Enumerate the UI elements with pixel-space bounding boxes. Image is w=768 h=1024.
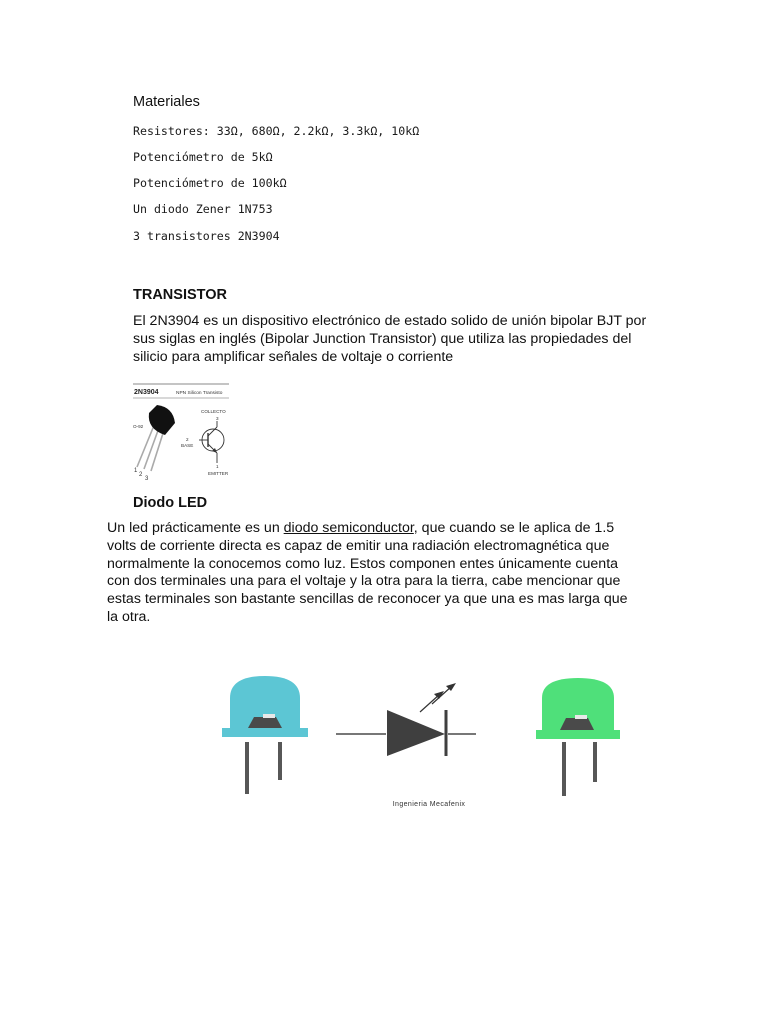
transistor-type-label: NPN Silicon Transisto [176, 391, 223, 396]
led-figure [168, 648, 688, 813]
to92-package-label: O-92 [133, 424, 144, 429]
led-line-1-before: Un led prácticamente es un [107, 520, 284, 536]
led-line-5: estas terminales son bastante sencillas de reconocer ya que una es mas larga que [107, 591, 628, 608]
materials-item-resistors: Resistores: 33Ω, 680Ω, 2.2kΩ, 3.3kΩ, 10kΩ [133, 124, 420, 138]
materials-title: Materiales [133, 94, 200, 110]
led-line-1-after: , que cuando se le aplica de 1.5 [413, 520, 615, 536]
leg-label-2: 2 [139, 472, 143, 478]
led-line-6: la otra. [107, 608, 151, 625]
led-paragraph [107, 520, 667, 627]
leg-label-1: 1 [134, 468, 138, 474]
collector-pin: 3 [216, 416, 219, 421]
materials-item-zener: Un diodo Zener 1N753 [133, 202, 273, 216]
transistor-heading: TRANSISTOR [133, 287, 227, 303]
led-figure-caption: Ingenieria Mecafenix [392, 801, 466, 808]
transistor-line-3: silicio para amplificar señales de voltaje o corriente [133, 349, 454, 365]
transistor-part-label: 2N3904 [134, 389, 159, 396]
to92-package-icon [137, 405, 175, 471]
transistor-line-1: El 2N3904 es un dispositivo electrónico de estado solido de unión bipolar BJT por [133, 313, 647, 329]
materials-item-pot-5k: Potenciómetro de 5kΩ [133, 150, 273, 164]
led-line-2: volts de corriente directa es capaz de emitir una radiación electromagnética que [107, 537, 610, 554]
materials-item-transistors: 3 transistores 2N3904 [133, 229, 280, 243]
led-heading: Diodo LED [133, 495, 208, 511]
led-line-4: con dos terminales una para el voltaje y la otra para la tierra, cabe mencionar que [107, 573, 621, 590]
diodo-semiconductor-link[interactable]: diodo semiconductor [283, 520, 414, 536]
materials-item-pot-100k: Potenciómetro de 100kΩ [133, 176, 287, 190]
base-pin: 2 [186, 437, 189, 442]
collector-label: COLLECTO [201, 409, 226, 414]
emitter-label: EMITTER [208, 471, 229, 476]
transistor-figure [133, 383, 229, 483]
emitter-pin: 1 [216, 464, 219, 469]
base-label: BASE [181, 443, 194, 448]
leg-label-3: 3 [145, 476, 149, 482]
transistor-line-2: sus siglas en inglés (Bipolar Junction Transistor) que utiliza las propiedades del [133, 331, 632, 347]
npn-symbol-icon [199, 421, 224, 463]
led-line-1 [107, 520, 667, 538]
led-line-3: normalmente la conocemos como luz. Estos componen entes únicamente cuenta [107, 555, 619, 572]
